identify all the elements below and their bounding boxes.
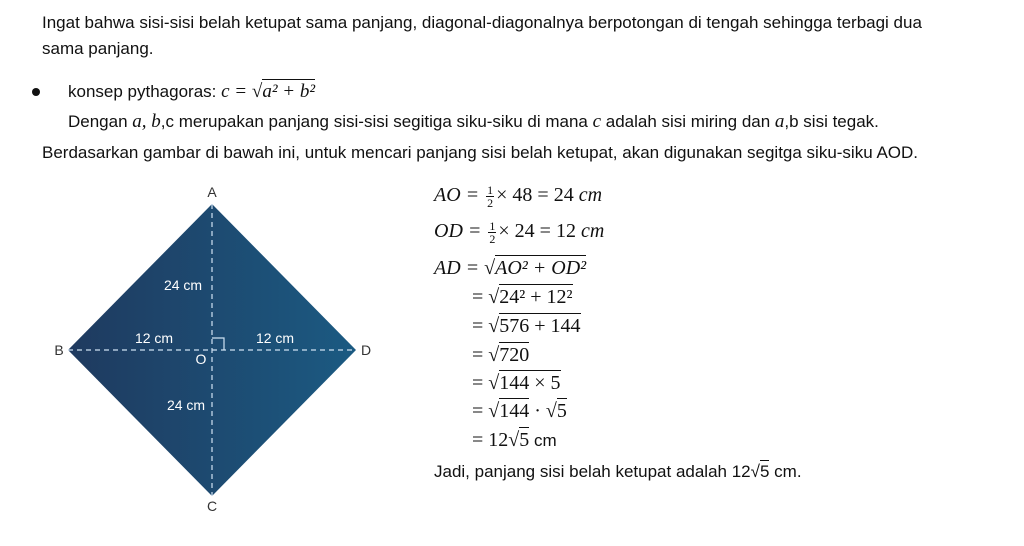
eq-step-5-radicand-a: 144 bbox=[499, 400, 530, 422]
eq-ad bbox=[434, 256, 586, 280]
eq-step-2-radicand: 576 + 144 bbox=[499, 315, 581, 337]
eq-ad-lhs: AD = √ bbox=[434, 257, 496, 279]
vertex-d-label: D bbox=[360, 342, 372, 358]
intro-line-2: sama panjang. bbox=[42, 39, 154, 58]
eq-step-2-prefix: = √ bbox=[472, 315, 500, 337]
pythagoras-formula-lhs: c = √ bbox=[221, 81, 263, 102]
eq-step-1-prefix: = √ bbox=[472, 286, 500, 308]
conclusion bbox=[434, 461, 802, 483]
desc-part-b: ,c merupakan panjang sisi-sisi segitiga siku-siku di mana bbox=[160, 112, 593, 131]
eq-ao bbox=[434, 183, 602, 209]
desc-vars: a, b bbox=[132, 111, 161, 132]
intro-line-1: Ingat bahwa sisi-sisi belah ketupat sama panjang, diagonal-diagonalnya berpotongan di tengah sehingga terbagi dua bbox=[42, 13, 922, 32]
eq-step-6-pre: 12√ bbox=[488, 429, 520, 451]
eq-ao-unit: cm bbox=[578, 184, 603, 206]
eq-ao-rhs: × 48 = 24 bbox=[496, 184, 579, 206]
eq-od-lhs: OD = bbox=[434, 220, 487, 242]
vertex-b-label: B bbox=[54, 342, 64, 358]
label-oc-length: 24 cm bbox=[166, 397, 206, 413]
eq-od-unit: cm bbox=[580, 220, 605, 242]
desc-part-a: Dengan bbox=[68, 112, 133, 131]
pythagoras-description bbox=[68, 111, 879, 133]
eq-step-6: = 12√5 cm bbox=[472, 429, 557, 451]
eq-step-4-prefix: = √ bbox=[472, 372, 500, 394]
pythagoras-concept bbox=[68, 81, 315, 103]
desc-part-f: ,b sisi tegak. bbox=[784, 112, 879, 131]
eq-step-5-radicand-b: 5 bbox=[556, 400, 567, 422]
desc-var-a: a bbox=[774, 111, 785, 132]
eq-step-5 bbox=[472, 399, 567, 423]
eq-od bbox=[434, 219, 604, 245]
center-o-label: O bbox=[195, 351, 207, 367]
eq-ao-frac-num: 1 bbox=[487, 182, 494, 197]
eq-step-4 bbox=[472, 371, 561, 395]
pythagoras-formula-radicand: a² + b² bbox=[262, 81, 316, 102]
eq-step-5-prefix: = √ bbox=[472, 400, 500, 422]
eq-ao-frac-den: 2 bbox=[487, 195, 494, 210]
desc-var-c: c bbox=[592, 111, 602, 132]
eq-step-2 bbox=[472, 314, 581, 338]
eq-od-rhs: × 24 = 12 bbox=[498, 220, 581, 242]
label-ao-length: 24 cm bbox=[163, 277, 203, 293]
eq-od-frac-num: 1 bbox=[489, 218, 496, 233]
desc-part-d: adalah sisi miring dan bbox=[601, 112, 775, 131]
pythagoras-label: konsep pythagoras: bbox=[68, 82, 217, 101]
statement: Berdasarkan gambar di bawah ini, untuk mencari panjang sisi belah ketupat, akan digunakan segitga siku-siku AOD. bbox=[42, 143, 919, 162]
conclusion-part-b: cm. bbox=[769, 462, 802, 481]
eq-step-4-radicand: 144 × 5 bbox=[499, 372, 561, 394]
eq-od-frac-den: 2 bbox=[489, 231, 496, 246]
eq-step-3-prefix: = √ bbox=[472, 344, 500, 366]
eq-step-6-radicand: 5 bbox=[519, 429, 530, 451]
eq-od-fraction bbox=[488, 220, 496, 245]
eq-step-6-unit: cm bbox=[529, 431, 557, 450]
eq-ad-radicand: AO² + OD² bbox=[495, 257, 587, 279]
rhombus-figure bbox=[40, 178, 440, 518]
eq-step-1-radicand: 24² + 12² bbox=[499, 286, 573, 308]
eq-ao-fraction bbox=[486, 184, 494, 209]
label-od-length: 12 cm bbox=[255, 330, 295, 346]
bullet-dot bbox=[32, 88, 40, 96]
eq-ao-lhs: AO = bbox=[434, 184, 485, 206]
vertex-a-label: A bbox=[207, 184, 217, 200]
label-bo-length: 12 cm bbox=[134, 330, 174, 346]
conclusion-radicand: 5 bbox=[759, 462, 770, 481]
vertex-c-label: C bbox=[206, 498, 218, 514]
eq-step-3 bbox=[472, 343, 529, 367]
eq-step-1 bbox=[472, 285, 573, 309]
eq-step-5-mid: · √ bbox=[529, 400, 557, 422]
conclusion-part-a: Jadi, panjang sisi belah ketupat adalah 12√ bbox=[434, 462, 760, 481]
eq-step-3-radicand: 720 bbox=[499, 344, 530, 366]
